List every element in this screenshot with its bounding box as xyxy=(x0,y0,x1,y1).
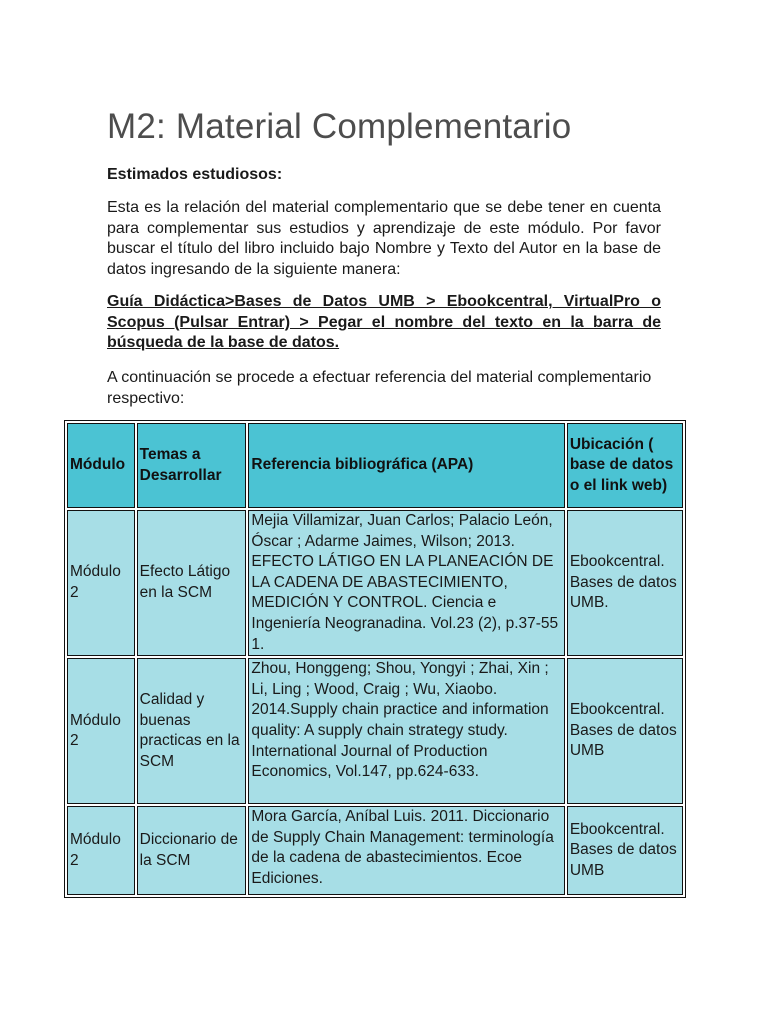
lead-paragraph: A continuación se procede a efectuar referencia del material complementario respectivo: xyxy=(107,369,652,407)
table-header-row xyxy=(67,423,683,508)
greeting: Estimados estudiosos: xyxy=(107,166,283,183)
cell-ubicacion: Ebookcentral. Bases de datos UMB. xyxy=(567,510,683,656)
references-table xyxy=(64,420,686,898)
table-row xyxy=(67,510,683,656)
page-title: M2: Material Complementario xyxy=(107,107,572,146)
cell-ubicacion: Ebookcentral. Bases de datos UMB xyxy=(567,806,683,895)
header-referencia: Referencia bibliográfica (APA) xyxy=(248,423,564,508)
cell-referencia: Zhou, Honggeng; Shou, Yongyi ; Zhai, Xin ; Li, Ling ; Wood, Craig ; Wu, Xiaobo. 2014.Supply chain practice and information quality: A supply chain strategy study. International Journal of Production Economics, Vol.147, pp.624-633. xyxy=(248,658,564,804)
cell-tema: Efecto Látigo en la SCM xyxy=(137,510,247,656)
access-path-text[interactable]: Guía Didáctica>Bases de Datos UMB > Ebookcentral, VirtualPro o Scopus (Pulsar Entrar) > Pegar el nombre del texto en la barra de búsqueda de la base de datos. xyxy=(107,293,661,352)
cell-modulo: Módulo 2 xyxy=(67,510,135,656)
table-row xyxy=(67,806,683,895)
header-temas: Temas a Desarrollar xyxy=(137,423,247,508)
intro-paragraph: Esta es la relación del material complementario que se debe tener en cuenta para complementar sus estudios y aprendizaje de este módulo. Por favor buscar el título del libro incluido bajo Nombre y Texto del Autor en la base de datos ingresando de la siguiente manera: xyxy=(107,199,661,279)
table-row xyxy=(67,658,683,804)
cell-modulo: Módulo 2 xyxy=(67,806,135,895)
cell-referencia: Mora García, Aníbal Luis. 2011. Diccionario de Supply Chain Management: terminología de la cadena de abastecimientos. Ecoe Ediciones. xyxy=(248,806,564,895)
cell-tema: Calidad y buenas practicas en la SCM xyxy=(137,658,247,804)
cell-ubicacion: Ebookcentral. Bases de datos UMB xyxy=(567,658,683,804)
access-path-link[interactable] xyxy=(107,292,661,354)
header-ubicacion: Ubicación ( base de datos o el link web) xyxy=(567,423,683,508)
header-modulo: Módulo xyxy=(67,423,135,508)
cell-referencia: Mejia Villamizar, Juan Carlos; Palacio León, Óscar ; Adarme Jaimes, Wilson; 2013. EFECTO LÁTIGO EN LA PLANEACIÓN DE LA CADENA DE ABASTECIMIENTO, MEDICIÓN Y CONTROL. Ciencia e Ingeniería Neogranadina. Vol.23 (2), p.37-55 1. xyxy=(248,510,564,656)
cell-tema: Diccionario de la SCM xyxy=(137,806,247,895)
cell-modulo: Módulo 2 xyxy=(67,658,135,804)
